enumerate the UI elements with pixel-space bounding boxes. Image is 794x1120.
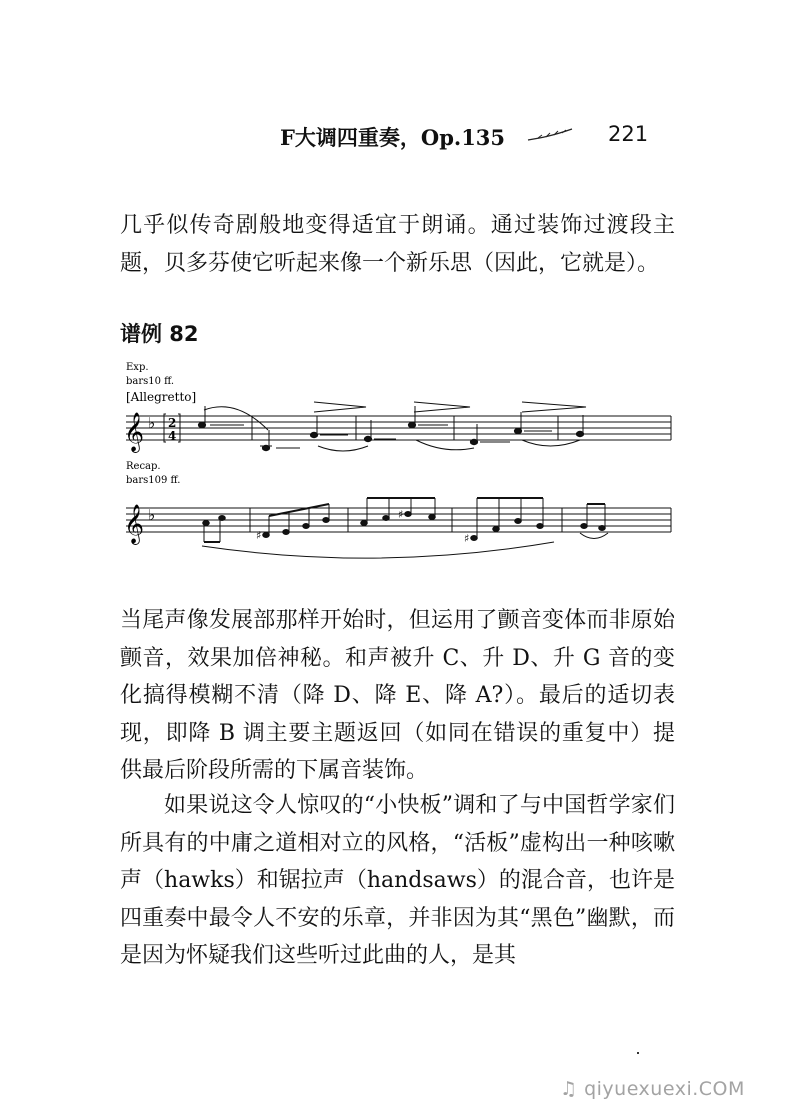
svg-text:♯: ♯ (464, 532, 470, 545)
treble-clef-icon: 𝄞 (124, 412, 145, 452)
header-title: F大调四重奏，Op.135 (280, 125, 506, 150)
staff1-lines (126, 416, 671, 440)
example-caption: 谱例 82 (120, 322, 199, 346)
svg-text:♯: ♯ (398, 508, 404, 521)
staff1-slurs (204, 407, 580, 451)
watermark-text: qiyuexuexi.COM (584, 1078, 745, 1100)
staff1-flat-sign: ♭ (148, 414, 156, 432)
flourish-ornament-icon (526, 128, 574, 142)
watermark (560, 1078, 745, 1100)
staff1-label-exp: Exp. (126, 362, 149, 373)
music-example (118, 358, 674, 563)
time-signature-top: 2 (168, 416, 177, 430)
svg-text:♯: ♯ (256, 529, 262, 542)
stray-dot (637, 1052, 639, 1054)
staff1-hairpins (314, 402, 586, 412)
staff2-flat-sign: ♭ (148, 506, 156, 524)
paragraph-1: 几乎似传奇剧般地变得适宜于朗诵。通过装饰过渡段主题，贝多芬使它听起来像一个新乐思（因此，它就是）。 (120, 213, 675, 276)
staff2-accidentals (256, 508, 469, 545)
running-header (280, 122, 649, 152)
paragraph-2: 当尾声像发展部那样开始时，但运用了颤音变体而非原始颤音，效果加倍神秘。和声被升 C、升 D、升 G 音的变化搞得模糊不清（降 D、降 E、降 A?）。最后的适切表现，即降 B 调主要主题返回（如同在错误的重复中）提供最后阶段所需的下属音装饰。 (120, 608, 675, 783)
staff1-tempo: [Allegretto] (126, 390, 197, 404)
paragraph-3: 如果说这令人惊叹的“小快板”调和了与中国哲学家们所具有的中庸之道相对立的风格，“活板”虚构出一种咳嗽声（hawks）和锯拉声（handsaws）的混合音，也许是四重奏中最令人不安的乐章，并非因为其“黑色”幽默，而是因为怀疑我们这些听过此曲的人，是其 (120, 793, 675, 968)
staff2-label-recap: Recap. (126, 461, 161, 472)
staff1-label-bars: bars10 ff. (126, 376, 175, 387)
music-note-icon: ♫ (560, 1078, 585, 1100)
staff2-label-bars: bars109 ff. (126, 475, 181, 486)
treble-clef-icon: 𝄞 (124, 504, 145, 544)
staff1-dashes (210, 425, 658, 448)
page-number: 221 (608, 122, 649, 146)
time-signature-bottom: 4 (168, 429, 177, 443)
